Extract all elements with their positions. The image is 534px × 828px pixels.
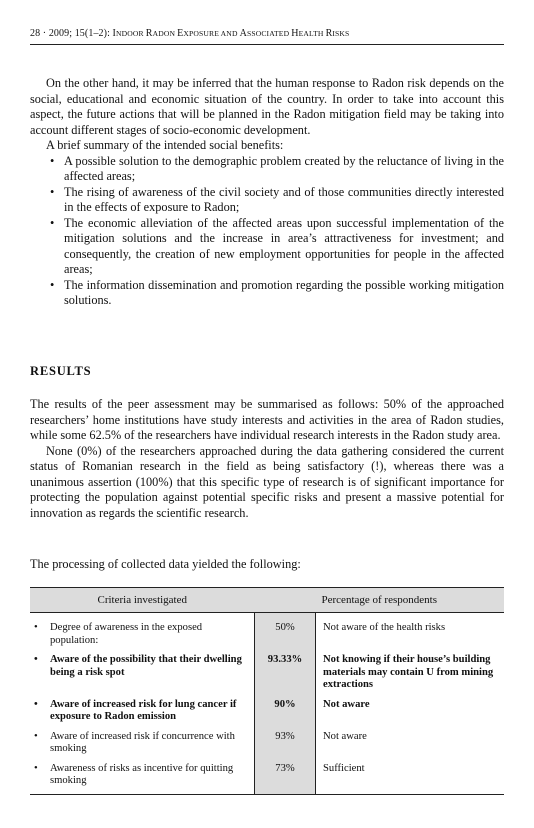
bullet-icon: • [34,730,38,742]
list-item: • The economic alleviation of the affected areas upon successful implementation of the mitigation solutions and the increase in area’s attractiveness for investment; and consequently, the creation of new employment opportunities for people in the affected areas; [50,215,504,276]
bullet-icon: • [34,654,38,665]
criterion-cell: Aware of increased risk for lung cancer if exposure to Radon emission [50,698,237,722]
response-cell: Not aware of the health risks [323,622,446,633]
results-paragraph-1: The results of the peer assessment may be summarised as follows: 50% of the approached researchers’ home institutions have study interests and activities in the area of Radon studies, while some 62.5% of the researchers have individual research interests in the Radon study area. [30,397,504,442]
header-issue: 28 · 2009; 15(1–2): [30,28,113,39]
table-row [30,727,504,759]
criterion-cell: Awareness of risks as incentive for quitting smoking [50,762,234,786]
summary-lead: A brief summary of the intended social benefits: [46,138,284,152]
table-row [30,613,504,651]
processing-lead: The processing of collected data yielded the following: [30,557,301,571]
criterion-cell: Aware of the possibility that their dwelling being a risk spot [50,654,242,678]
criterion-cell: Aware of increased risk if concurrence with smoking [50,730,235,754]
bullet-icon: • [50,215,55,230]
bullet-icon: • [50,277,55,292]
column-header-percentage: Percentage of respondents [255,588,505,613]
percent-cell: 90% [255,695,316,727]
intro-section [30,76,504,309]
bullet-icon: • [50,153,55,168]
list-item: • The rising of awareness of the civil society and of those communities directly interested in the effects of exposure to Radon; [50,184,504,214]
percent-cell: 50% [255,613,316,651]
running-header [30,28,504,45]
column-header-criteria: Criteria investigated [30,588,255,613]
results-heading: RESULTS [30,364,92,378]
header-title: INDOOR RADON EXPOSURE AND ASSOCIATED HEALTH RISKS [112,28,350,39]
list-item: • A possible solution to the demographic problem created by the reluctance of living in the affected areas; [50,153,504,183]
response-cell: Sufficient [316,759,505,795]
results-paragraph-2: None (0%) of the researchers approached during the data gathering considered the current status of Romanian research in the field as being satisfactory (!), whereas there was a unanimous assertion (100%) that this specific type of research is of significant importance for protecting the population against potential specific risks and present a massive potential for innovation as regards the scientific research. [30,443,504,520]
table-row [30,695,504,727]
bullet-icon: • [34,762,38,774]
percent-cell: 93% [255,727,316,759]
intro-paragraph: On the other hand, it may be inferred that the human response to Radon risk depends on the social, educational and economic situation of the country. In order to take into account this aspect, the future actions that will be planned in the Radon mitigation field may be taking into account different stages of socio-economic development. [30,76,504,137]
bullet-icon: • [50,184,55,199]
results-section [30,397,504,521]
response-cell: Not knowing if their house’s building materials may contain U from mining extractions [323,654,494,690]
table-header-row [30,588,504,613]
response-cell: Not aware [323,698,370,710]
benefits-list [30,154,504,309]
table-row [30,650,504,695]
table-row [30,759,504,795]
percent-cell: 73% [255,759,316,795]
list-item: • The information dissemination and promotion regarding the possible working mitigation solutions. [50,277,504,307]
bullet-icon: • [34,698,38,710]
results-table [30,587,504,795]
percent-cell: 93.33% [255,650,316,695]
bullet-icon: • [34,622,38,633]
response-cell: Not aware [323,730,367,742]
criterion-cell: Degree of awareness in the exposed population: [50,622,203,646]
